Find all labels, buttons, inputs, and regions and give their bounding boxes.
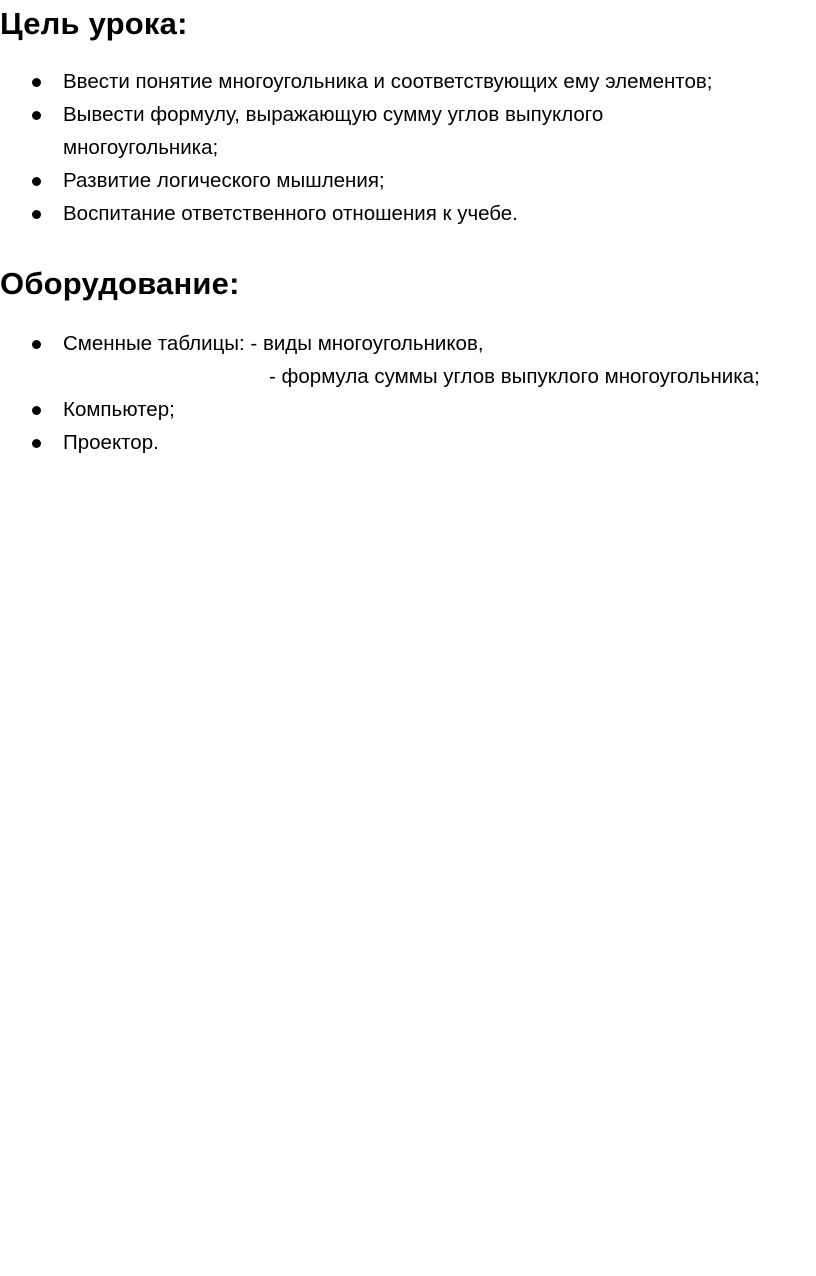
list-item-text: Компьютер; [63, 398, 175, 421]
bullet-icon [32, 439, 41, 448]
list-item [0, 164, 816, 197]
list-item [0, 393, 816, 426]
list-item-text: Воспитание ответственного отношения к учебе. [63, 202, 518, 225]
bullet-icon [32, 111, 41, 120]
list-item-text: Сменные таблицы: - виды многоугольников, [63, 332, 484, 355]
goal-list [0, 65, 816, 230]
list-item [0, 197, 816, 230]
bullet-icon [32, 210, 41, 219]
equipment-list [0, 327, 816, 459]
list-item [0, 426, 816, 459]
list-item-continuation: многоугольника; [63, 136, 219, 159]
bullet-icon [32, 340, 41, 349]
list-item-text: Развитие логического мышления; [63, 169, 385, 192]
bullet-icon [32, 78, 41, 87]
list-item [0, 327, 816, 393]
equipment-heading: Оборудование: [0, 266, 240, 301]
bullet-icon [32, 406, 41, 415]
bullet-icon [32, 177, 41, 186]
list-item-text: Вывести формулу, выражающую сумму углов выпуклого [63, 103, 604, 126]
list-item-continuation: - формула суммы углов выпуклого многоугольника; [269, 365, 760, 388]
goal-heading: Цель урока: [0, 6, 188, 41]
list-item [0, 98, 816, 164]
list-item [0, 65, 816, 98]
list-item-text: Ввести понятие многоугольника и соответствующих ему элементов; [63, 70, 713, 93]
list-item-text: Проектор. [63, 431, 159, 454]
